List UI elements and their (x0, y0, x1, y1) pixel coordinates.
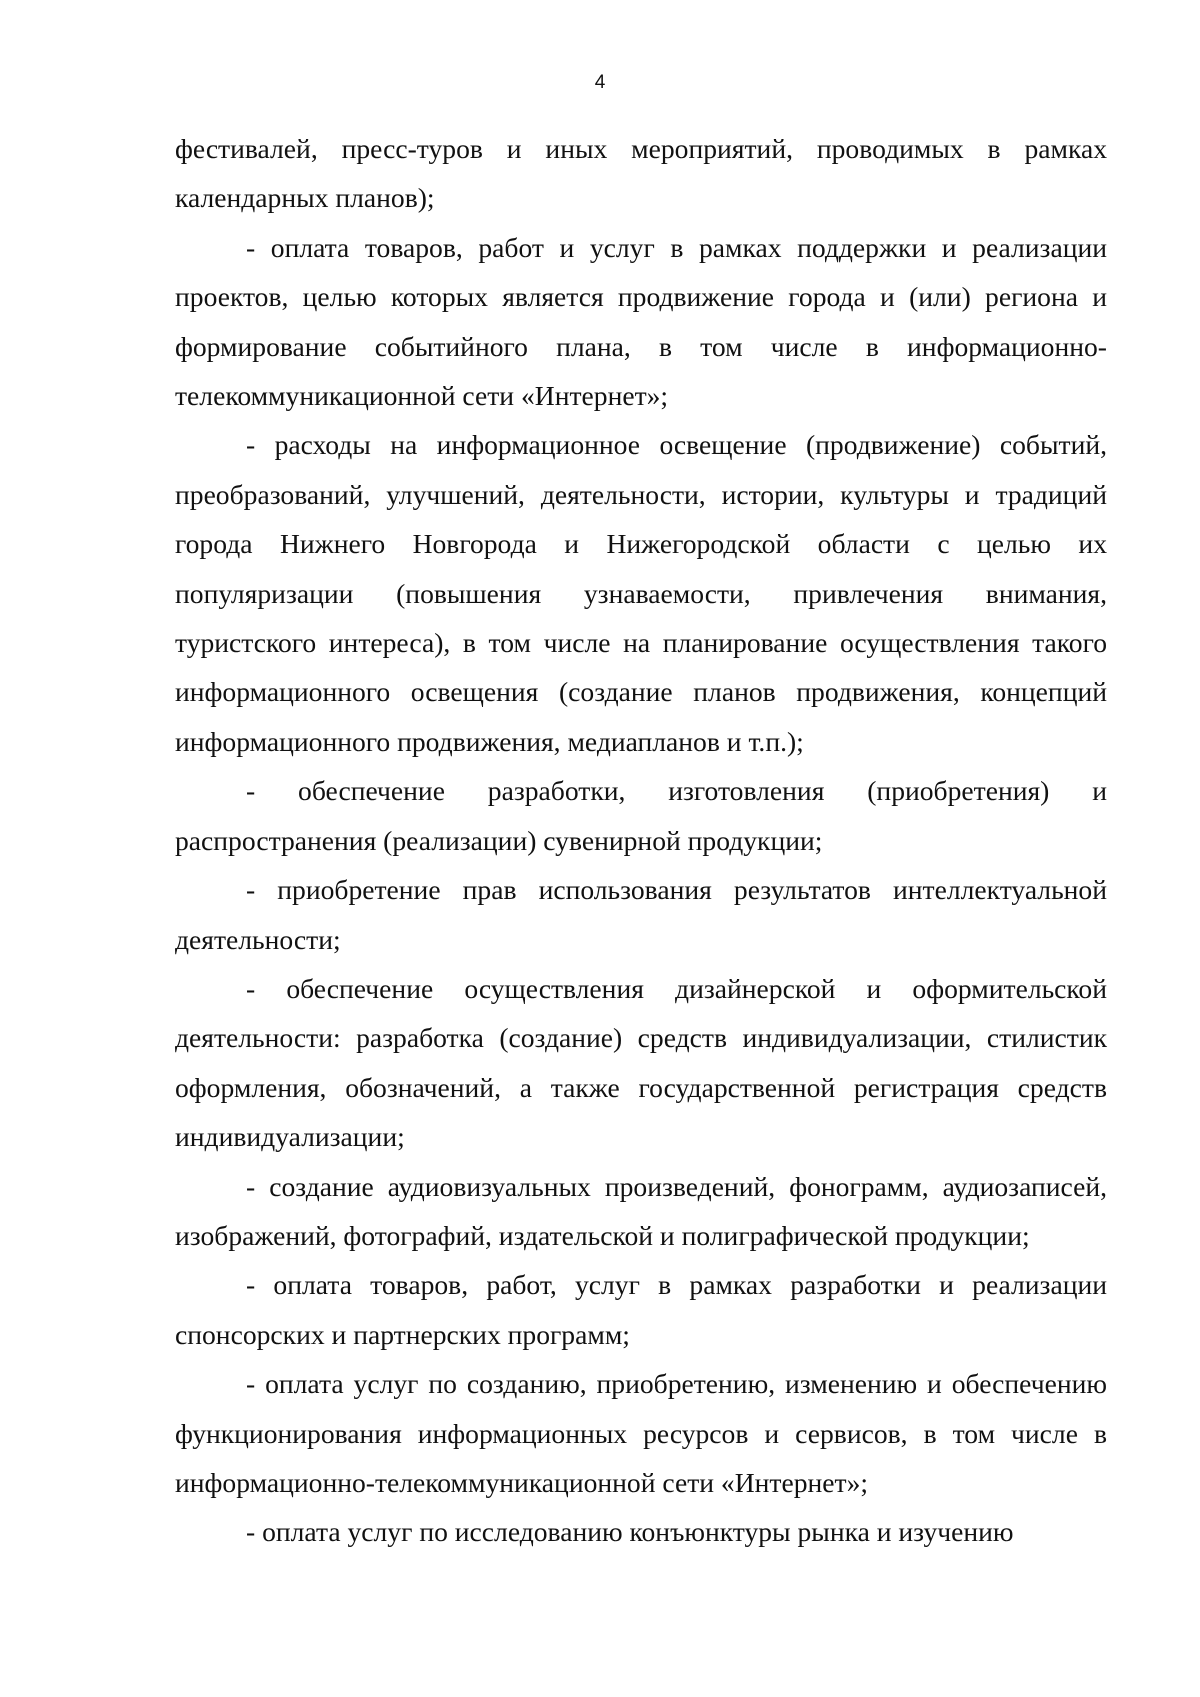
page-number: 4 (594, 72, 606, 93)
paragraph-continuation: фестивалей, пресс-туров и иных мероприятий, проводимых в рамках календарных планов); (175, 133, 1107, 214)
list-item-information-coverage: - расходы на информационное освещение (продвижение) событий, преобразований, улучшений, деятельности, истории, культуры и традиций города Нижнего Новгорода и Нижегородской области с целью их популяризации (повышения узнаваемости, привлечения внимания, туристского интереса), в том числе на планирование осуществления такого информационного освещения (создание планов продвижения, концепций информационного продвижения, медиапланов и т.п.); (175, 429, 1107, 757)
list-item-sponsorship-programs: - оплата товаров, работ, услуг в рамках разработки и реализации спонсорских и партнерских программ; (175, 1269, 1107, 1350)
list-item-audiovisual-works: - создание аудиовизуальных произведений, фонограмм, аудиозаписей, изображений, фотографий, издательской и полиграфической продукции; (175, 1170, 1107, 1251)
list-item-design-activity: - обеспечение осуществления дизайнерской и оформительской деятельности: разработка (создание) средств индивидуализации, стилистик оформления, обозначений, а также государственной регистрация средств индивидуализации; (175, 972, 1107, 1153)
list-item-market-research: - оплата услуг по исследованию конъюнктуры рынка и изучению (246, 1516, 1014, 1548)
list-item-information-resources: - оплата услуг по созданию, приобретению, изменению и обеспечению функционирования информационных ресурсов и сервисов, в том числе в информационно-телекоммуникационной сети «Интернет»; (175, 1368, 1107, 1498)
document-body (175, 124, 1107, 1557)
list-item-souvenir-products: - обеспечение разработки, изготовления (приобретения) и распространения (реализации) сувенирной продукции; (175, 775, 1107, 856)
list-item-projects-payment: - оплата товаров, работ и услуг в рамках поддержки и реализации проектов, целью которых является продвижение города и (или) региона и формирование событийного плана, в том числе в информационно-телекоммуникационной сети «Интернет»; (175, 231, 1107, 412)
list-item-intellectual-property: - приобретение прав использования результатов интеллектуальной деятельности; (175, 874, 1107, 955)
